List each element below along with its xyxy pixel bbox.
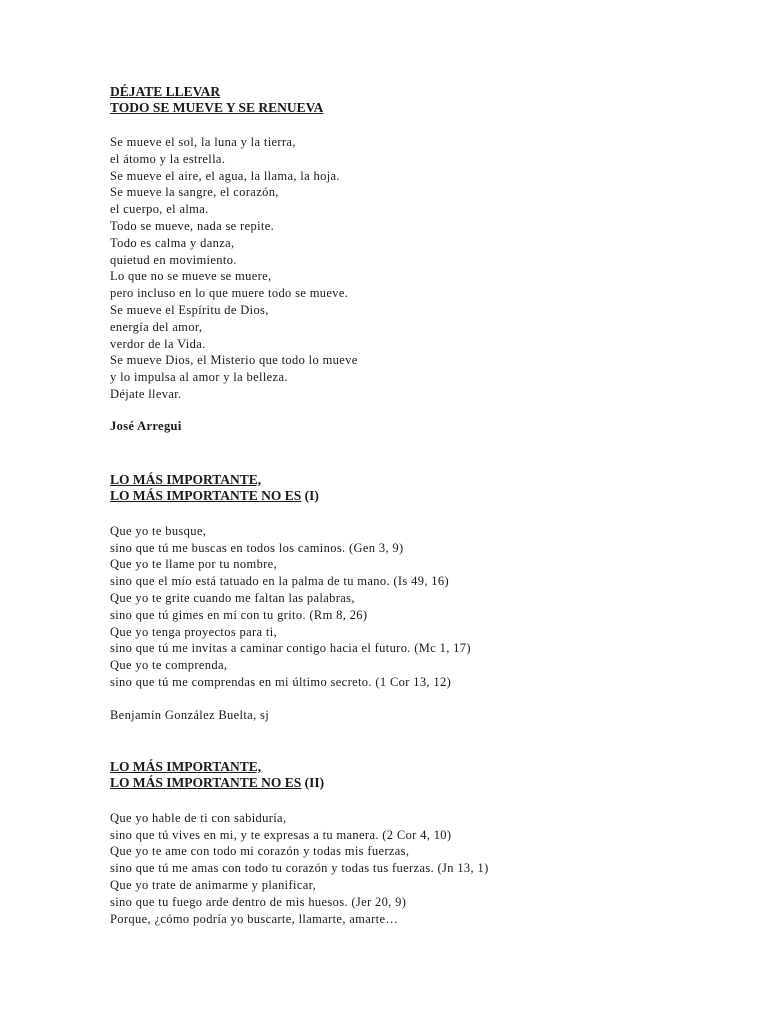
poem-line: Se mueve el sol, la luna y la tierra, xyxy=(110,135,296,149)
poem-line: Porque, ¿cómo podría yo buscarte, llamarte, amarte… xyxy=(110,911,399,926)
poem-line: Se mueve Dios, el Misterio que todo lo mueve xyxy=(110,353,358,368)
poem-line: quietud en movimiento. xyxy=(110,252,237,267)
section-subtitle-text: LO MÁS IMPORTANTE NO ES xyxy=(110,774,302,790)
author-name: Benjamín González Buelta, sj xyxy=(110,707,270,722)
poem-line: sino que tú vives en mi, y te expresas a tu manera. (2 Cor 4, 10) xyxy=(110,827,452,842)
section-subtitle xyxy=(110,488,710,504)
poem-line: energía del amor, xyxy=(110,319,203,334)
section-part-number: (II) xyxy=(304,774,325,790)
poem-line: Se mueve la sangre, el corazón, xyxy=(110,185,279,200)
section-part-number: (I) xyxy=(304,487,319,503)
poem-line: Lo que no se mueve se muere, xyxy=(110,269,272,284)
section-title: DÉJATE LLEVAR xyxy=(110,84,221,99)
poem-line: Todo es calma y danza, xyxy=(110,235,235,250)
poem-line: sino que tu fuego arde dentro de mis huesos. (Jer 20, 9) xyxy=(110,894,407,909)
poem-lines xyxy=(110,134,710,403)
poem-line: el átomo y la estrella. xyxy=(110,151,226,166)
section-subtitle-text: LO MÁS IMPORTANTE NO ES xyxy=(110,487,302,503)
section-dejate-llevar xyxy=(110,84,710,434)
section-subtitle: TODO SE MUEVE Y SE RENUEVA xyxy=(110,100,324,115)
poem-line: Que yo hable de ti con sabiduría, xyxy=(110,810,287,825)
document-page xyxy=(110,84,710,927)
poem-line: sino que tú me comprendas en mi último secreto. (1 Cor 13, 12) xyxy=(110,674,452,689)
poem-line: Que yo te busque, xyxy=(110,523,207,538)
section-subtitle xyxy=(110,775,710,791)
poem-line: Déjate llevar. xyxy=(110,386,182,401)
poem-line: Que yo te ame con todo mi corazón y todas mis fuerzas, xyxy=(110,844,410,859)
poem-line: pero incluso en lo que muere todo se mueve. xyxy=(110,286,349,301)
author-name: José Arregui xyxy=(110,418,182,433)
poem-line: Que yo tenga proyectos para ti, xyxy=(110,624,278,639)
section-lo-mas-importante-1 xyxy=(110,472,710,723)
poem-line: Se mueve el aire, el agua, la llama, la hoja. xyxy=(110,168,340,183)
poem-lines xyxy=(110,810,710,928)
poem-line: sino que el mío está tatuado en la palma de tu mano. (Is 49, 16) xyxy=(110,574,449,589)
poem-line: sino que tú me amas con todo tu corazón y todas tus fuerzas. (Jn 13, 1) xyxy=(110,861,489,876)
section-lo-mas-importante-2 xyxy=(110,759,710,928)
poem-line: sino que tú gimes en mí con tu grito. (Rm 8, 26) xyxy=(110,607,368,622)
poem-line: Que yo te llame por tu nombre, xyxy=(110,557,278,572)
section-title: LO MÁS IMPORTANTE, xyxy=(110,471,262,487)
poem-line: Que yo trate de animarme y planificar, xyxy=(110,877,317,892)
poem-line: el cuerpo, el alma. xyxy=(110,202,209,217)
poem-line: sino que tú me buscas en todos los caminos. (Gen 3, 9) xyxy=(110,540,404,555)
poem-line: sino que tú me invitas a caminar contigo hacia el futuro. (Mc 1, 17) xyxy=(110,641,471,656)
poem-line: y lo impulsa al amor y la belleza. xyxy=(110,370,288,385)
poem-line: Que yo te grite cuando me faltan las palabras, xyxy=(110,590,355,605)
poem-line: Todo se mueve, nada se repite. xyxy=(110,218,275,233)
poem-line: Se mueve el Espíritu de Dios, xyxy=(110,302,269,317)
poem-lines xyxy=(110,523,710,691)
section-title: LO MÁS IMPORTANTE, xyxy=(110,758,262,774)
poem-line: Que yo te comprenda, xyxy=(110,658,228,673)
poem-line: verdor de la Vida. xyxy=(110,336,206,351)
